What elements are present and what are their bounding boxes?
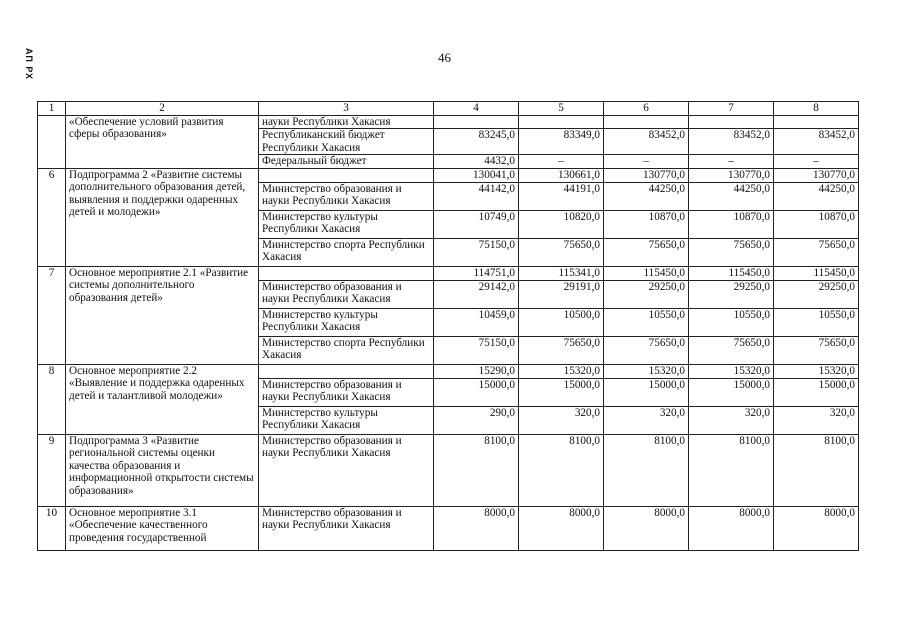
program-title: Основное мероприятие 2.1 «Развитие системы дополнительного образования детей»: [66, 266, 259, 364]
amount-cell: 75650,0: [689, 336, 774, 364]
amount-cell: 115450,0: [689, 266, 774, 280]
amount-cell: –: [604, 155, 689, 169]
amount-cell: 75650,0: [604, 238, 689, 266]
amount-cell: 75650,0: [519, 238, 604, 266]
amount-cell: 15000,0: [604, 378, 689, 406]
amount-cell: 29191,0: [519, 280, 604, 308]
amount-cell: 10550,0: [774, 308, 859, 336]
amount-cell: 10870,0: [604, 210, 689, 238]
amount-cell: 130041,0: [434, 168, 519, 182]
amount-cell: 10500,0: [519, 308, 604, 336]
funding-source: науки Республики Хакасия: [259, 115, 434, 129]
funding-source: Министерство образования и науки Республики Хакасия: [259, 434, 434, 506]
table-row: [38, 115, 859, 129]
amount-cell: 115341,0: [519, 266, 604, 280]
amount-cell: 10870,0: [689, 210, 774, 238]
row-index: 10: [38, 506, 66, 550]
column-number: 3: [259, 102, 434, 116]
amount-cell: 115450,0: [774, 266, 859, 280]
column-number: 7: [689, 102, 774, 116]
funding-source: [259, 266, 434, 280]
amount-cell: 83452,0: [774, 129, 859, 155]
amount-cell: 75650,0: [604, 336, 689, 364]
row-index: [38, 115, 66, 168]
amount-cell: 83245,0: [434, 129, 519, 155]
amount-cell: 114751,0: [434, 266, 519, 280]
column-number: 4: [434, 102, 519, 116]
amount-cell: [689, 115, 774, 129]
amount-cell: 75150,0: [434, 336, 519, 364]
amount-cell: [519, 115, 604, 129]
funding-source: Министерство спорта Республики Хакасия: [259, 336, 434, 364]
amount-cell: 15000,0: [689, 378, 774, 406]
funding-source: Министерство образования и науки Республики Хакасия: [259, 506, 434, 550]
amount-cell: 83452,0: [689, 129, 774, 155]
funding-source: Министерство спорта Республики Хакасия: [259, 238, 434, 266]
amount-cell: 75650,0: [774, 336, 859, 364]
funding-source: Министерство культуры Республики Хакасия: [259, 210, 434, 238]
budget-table: [37, 101, 859, 551]
amount-cell: 10820,0: [519, 210, 604, 238]
amount-cell: 44250,0: [774, 182, 859, 210]
amount-cell: 15000,0: [519, 378, 604, 406]
amount-cell: 8100,0: [689, 434, 774, 506]
amount-cell: 290,0: [434, 406, 519, 434]
row-index: 8: [38, 364, 66, 434]
amount-cell: 10749,0: [434, 210, 519, 238]
funding-source: Министерство культуры Республики Хакасия: [259, 406, 434, 434]
amount-cell: 15320,0: [604, 364, 689, 378]
program-title: Подпрограмма 3 «Развитие региональной системы оценки качества образования и информационной открытости системы образования»: [66, 434, 259, 506]
amount-cell: 10459,0: [434, 308, 519, 336]
amount-cell: 29142,0: [434, 280, 519, 308]
table-row: [38, 266, 859, 280]
table-row: [38, 434, 859, 506]
amount-cell: 8100,0: [774, 434, 859, 506]
page-number: 46: [438, 50, 451, 65]
funding-source: [259, 364, 434, 378]
amount-cell: 44191,0: [519, 182, 604, 210]
amount-cell: 130661,0: [519, 168, 604, 182]
program-title: Основное мероприятие 3.1 «Обеспечение качественного проведения государственной: [66, 506, 259, 550]
table-row: [38, 168, 859, 182]
amount-cell: 320,0: [519, 406, 604, 434]
table-row: [38, 364, 859, 378]
amount-cell: 83349,0: [519, 129, 604, 155]
amount-cell: 8100,0: [519, 434, 604, 506]
amount-cell: 130770,0: [604, 168, 689, 182]
funding-source: Министерство образования и науки Республики Хакасия: [259, 378, 434, 406]
amount-cell: 10550,0: [689, 308, 774, 336]
amount-cell: 44250,0: [689, 182, 774, 210]
amount-cell: –: [519, 155, 604, 169]
funding-source: Министерство культуры Республики Хакасия: [259, 308, 434, 336]
amount-cell: 10550,0: [604, 308, 689, 336]
amount-cell: 130770,0: [774, 168, 859, 182]
row-index: 7: [38, 266, 66, 364]
amount-cell: 15320,0: [519, 364, 604, 378]
amount-cell: 15290,0: [434, 364, 519, 378]
amount-cell: 8000,0: [434, 506, 519, 550]
amount-cell: 320,0: [689, 406, 774, 434]
amount-cell: [774, 115, 859, 129]
program-title: Подпрограмма 2 «Развитие системы дополнительного образования детей, выявления и поддержки одаренных детей и молодежи»: [66, 168, 259, 266]
amount-cell: 75650,0: [774, 238, 859, 266]
amount-cell: 8000,0: [519, 506, 604, 550]
archive-stamp: АП РХ: [24, 48, 34, 81]
funding-source: Министерство образования и науки Республики Хакасия: [259, 280, 434, 308]
amount-cell: 8000,0: [689, 506, 774, 550]
amount-cell: 8100,0: [434, 434, 519, 506]
amount-cell: 320,0: [774, 406, 859, 434]
amount-cell: 130770,0: [689, 168, 774, 182]
amount-cell: 75150,0: [434, 238, 519, 266]
amount-cell: 29250,0: [774, 280, 859, 308]
amount-cell: 75650,0: [689, 238, 774, 266]
amount-cell: 44250,0: [604, 182, 689, 210]
funding-source: Республиканский бюджет Республики Хакасия: [259, 129, 434, 155]
row-index: 6: [38, 168, 66, 266]
amount-cell: 29250,0: [604, 280, 689, 308]
amount-cell: 15000,0: [774, 378, 859, 406]
amount-cell: –: [689, 155, 774, 169]
amount-cell: [434, 115, 519, 129]
amount-cell: 8100,0: [604, 434, 689, 506]
program-title: «Обеспечение условий развития сферы образования»: [66, 115, 259, 168]
table-row: [38, 506, 859, 550]
amount-cell: 4432,0: [434, 155, 519, 169]
program-title: Основное мероприятие 2.2 «Выявление и поддержка одаренных детей и талантливой молодежи»: [66, 364, 259, 434]
amount-cell: [604, 115, 689, 129]
amount-cell: 10870,0: [774, 210, 859, 238]
amount-cell: 29250,0: [689, 280, 774, 308]
column-number: 8: [774, 102, 859, 116]
amount-cell: 320,0: [604, 406, 689, 434]
amount-cell: 83452,0: [604, 129, 689, 155]
column-number: 1: [38, 102, 66, 116]
funding-source: Федеральный бюджет: [259, 155, 434, 169]
amount-cell: 15000,0: [434, 378, 519, 406]
column-number: 6: [604, 102, 689, 116]
row-index: 9: [38, 434, 66, 506]
column-number: 2: [66, 102, 259, 116]
amount-cell: 15320,0: [689, 364, 774, 378]
amount-cell: –: [774, 155, 859, 169]
amount-cell: 115450,0: [604, 266, 689, 280]
amount-cell: 44142,0: [434, 182, 519, 210]
column-number: 5: [519, 102, 604, 116]
funding-source: [259, 168, 434, 182]
amount-cell: 75650,0: [519, 336, 604, 364]
amount-cell: 8000,0: [774, 506, 859, 550]
funding-source: Министерство образования и науки Республики Хакасия: [259, 182, 434, 210]
column-number-row: [38, 102, 859, 116]
amount-cell: 8000,0: [604, 506, 689, 550]
amount-cell: 15320,0: [774, 364, 859, 378]
